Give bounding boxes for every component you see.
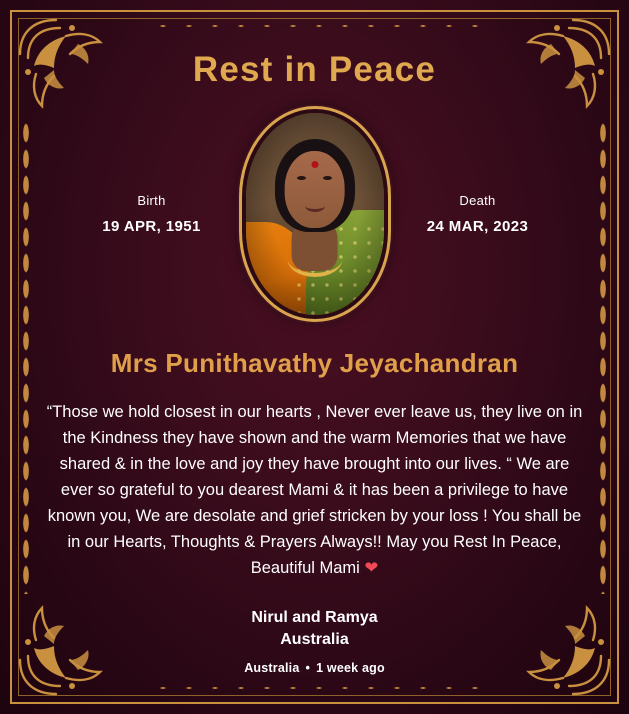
meta-separator: • bbox=[305, 660, 311, 675]
portrait-frame bbox=[239, 106, 391, 322]
post-meta bbox=[244, 661, 385, 675]
left-dotted-rail bbox=[22, 120, 30, 594]
right-dotted-rail bbox=[599, 120, 607, 594]
dates-and-portrait-row bbox=[36, 106, 593, 322]
signature-block bbox=[251, 607, 377, 650]
deceased-name: Mrs Punithavathy Jeyachandran bbox=[110, 348, 519, 378]
birth-date: 19 APR, 1951 bbox=[102, 218, 201, 235]
portrait bbox=[239, 106, 391, 322]
signature-name: Nirul and Ramya bbox=[251, 609, 378, 627]
death-block bbox=[403, 193, 553, 235]
death-date: 24 MAR, 2023 bbox=[426, 218, 529, 235]
page-title: Rest in Peace bbox=[192, 50, 437, 89]
heart-icon: ❤ bbox=[364, 559, 379, 578]
meta-timestamp: 1 week ago bbox=[316, 660, 385, 675]
birth-label: Birth bbox=[137, 193, 166, 208]
birth-block bbox=[77, 193, 227, 235]
portrait-photo bbox=[246, 113, 384, 315]
signature-location: Australia bbox=[280, 631, 349, 649]
tribute-message bbox=[42, 399, 587, 581]
meta-location: Australia bbox=[244, 660, 300, 675]
card-content bbox=[36, 28, 593, 686]
death-label: Death bbox=[459, 193, 496, 208]
tribute-message-text: “Those we hold closest in our hearts , Never ever leave us, they live on in the Kindness they have shown and the warm Memories that we have shared & in the love and joy they have brought into our lives. “ We are ever so grateful to you dearest Mami & it has been a privilege to have known you, We are desolate and grief stricken by your loss ! You shall be in our Hearts, Thoughts & Prayers Always!! May you Rest In Peace, Beautiful Mami bbox=[46, 403, 583, 578]
